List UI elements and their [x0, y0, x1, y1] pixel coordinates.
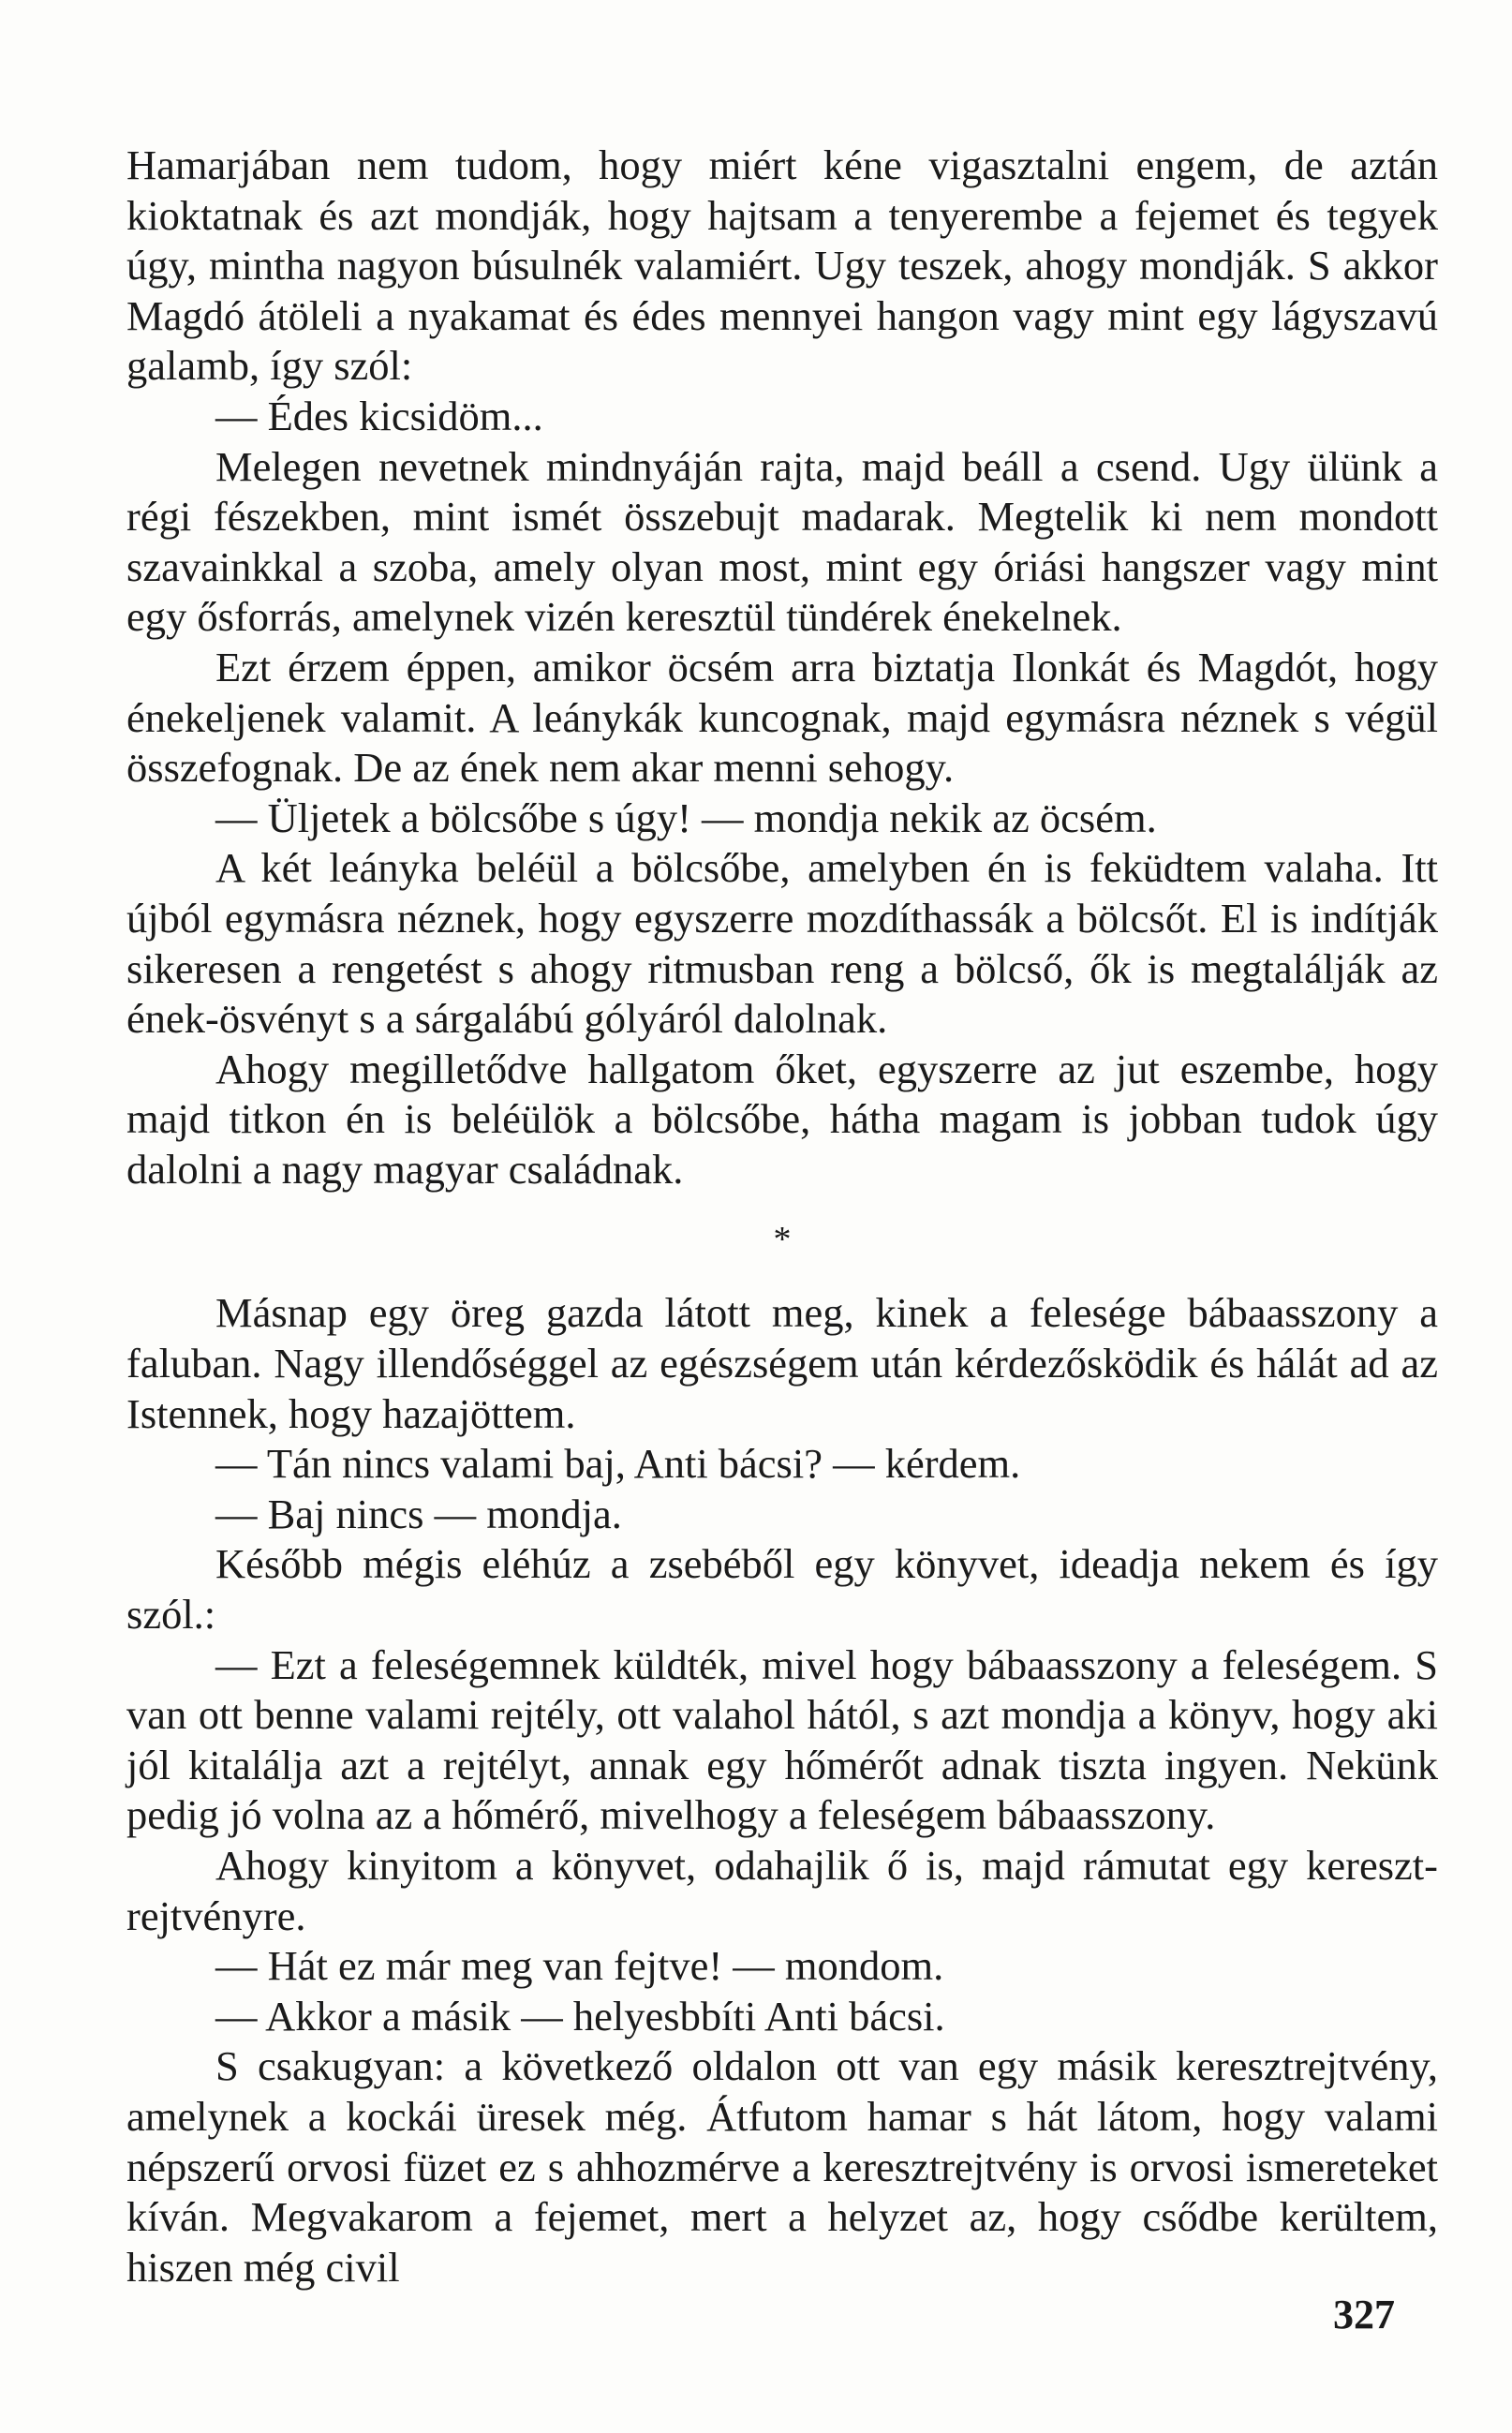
paragraph: Ahogy kinyitom a könyvet, odahajlik ő is, majd rámutat egy kereszt-rejtvényre.: [126, 1842, 1438, 1939]
paragraph: — Édes kicsidöm...: [215, 392, 543, 439]
paragraph: — Ezt a feleségemnek küldték, mivel hogy bábaasszony a feleségem. S van ott benne valami rejtély, ott valahol hától, s azt mondja a könyv, hogy aki jól kitalálja azt a rejtélyt, annak egy hőmérőt adnak tiszta ingyen. Nekünk pedig jó volna az a hőmérő, mivelhogy a feleségem bábaasszony.: [126, 1640, 1438, 1839]
paragraph: — Akkor a másik — helyesbbíti Anti bácsi.: [215, 1992, 945, 2040]
paragraph: Hamarjában nem tudom, hogy miért kéne vigasztalni engem, de aztán kioktatnak és azt mondják, hogy hajtsam a tenyerembe a fejemet és tegyek úgy, mintha nagyon búsulnék valamiért. Ugy teszek, ahogy mondják. S akkor Magdó átöleli a nyakamat és édes mennyei hangon vagy mint egy lágyszavú galamb, így szól:: [126, 141, 1438, 390]
section-break: *: [773, 1220, 792, 1260]
paragraph: A két leányka beléül a bölcsőbe, amelyben én is feküdtem valaha. Itt újból egymásra néznek, hogy egyszerre mozdíthassák a bölcsőt. El is indítják sikeresen a rengetést s ahogy ritmusban reng a bölcső, ők is megtalálják az ének-ösvényt s a sárgalábú gólyáról dalolnak.: [126, 844, 1438, 1043]
body-text: [126, 141, 1438, 2292]
paragraph: — Hát ez már meg van fejtve! — mondom.: [215, 1942, 944, 1990]
paragraph: Ezt érzem éppen, amikor öcsém arra biztatja Ilonkát és Magdót, hogy énekeljenek valamit. A leánykák kuncognak, majd egymásra néznek s végül összefognak. De az ének nem akar menni sehogy.: [126, 643, 1438, 792]
paragraph: S csakugyan: a következő oldalon ott van egy másik keresztrejtvény, amelynek a kockái üresek még. Átfutom hamar s hát látom, hogy valami népszerű orvosi füzet ez s ahhozmérve a keresztrejtvény is orvosi ismereteket kíván. Megvakarom a fejemet, mert a helyzet az, hogy csődbe kerültem, hiszen még civil: [126, 2042, 1438, 2291]
paragraph: — Baj nincs — mondja.: [215, 1490, 622, 1537]
paragraph: Később mégis eléhúz a zsebéből egy könyvet, ideadja nekem és így szól.:: [126, 1540, 1438, 1639]
paragraph: Ahogy megilletődve hallgatom őket, egyszerre az jut eszembe, hogy majd titkon én is beléülök a bölcsőbe, hátha magam is jobban tudok úgy dalolni a nagy magyar családnak.: [126, 1045, 1438, 1193]
page-number: 327: [1333, 2292, 1395, 2337]
paragraph: Melegen nevetnek mindnyáján rajta, majd beáll a csend. Ugy ülünk a régi fészekben, mint ismét összebujt madarak. Megtelik ki nem mondott szavainkkal a szoba, amely olyan most, mint egy óriási hangszer vagy mint egy ősforrás, amelynek vizén keresztül tündérek énekelnek.: [126, 442, 1438, 641]
paragraph: Másnap egy öreg gazda látott meg, kinek a felesége bábaasszony a faluban. Nagy illendőséggel az egészségem után kérdezősködik és hálát ad az Istennek, hogy hazajöttem.: [126, 1289, 1438, 1437]
paragraph: — Tán nincs valami baj, Anti bácsi? — kérdem.: [215, 1440, 1021, 1488]
paragraph: — Üljetek a bölcsőbe s úgy! — mondja nekik az öcsém.: [215, 794, 1157, 841]
